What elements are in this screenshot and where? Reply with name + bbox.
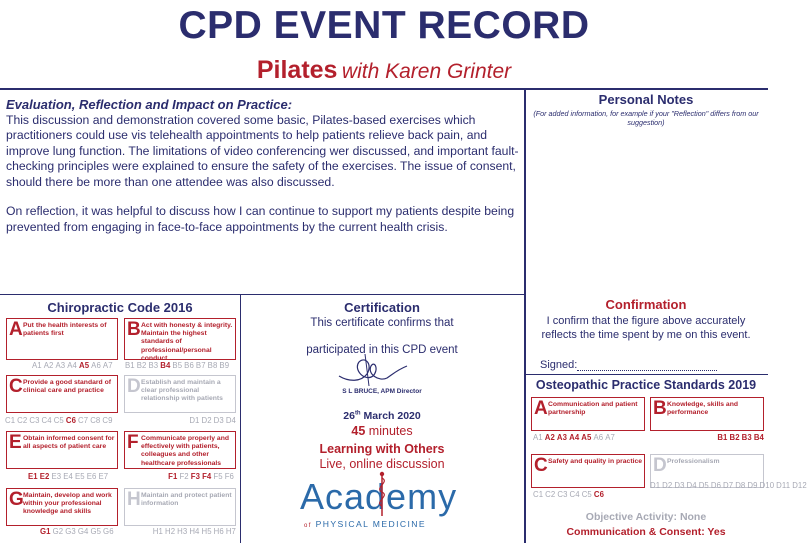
code-b4[interactable]: B4 bbox=[160, 361, 171, 370]
academy-logo: Academy of PHYSICAL MEDICINE bbox=[300, 476, 470, 538]
code-a5[interactable]: A5 bbox=[581, 433, 592, 442]
code-b5[interactable]: B5 bbox=[172, 361, 183, 370]
code-c6[interactable]: C6 bbox=[65, 416, 77, 425]
code-g6[interactable]: G6 bbox=[103, 527, 114, 536]
code-a5[interactable]: A5 bbox=[79, 361, 90, 370]
code-a1[interactable]: A1 bbox=[533, 433, 543, 442]
signed-label: Signed: bbox=[540, 359, 578, 371]
osteo-standard-description: Safety and quality in practice bbox=[548, 458, 643, 465]
evaluation-heading: Evaluation, Reflection and Impact on Practice: bbox=[6, 97, 293, 112]
certification-participated: participated in this CPD event bbox=[306, 344, 458, 356]
director-name: S L BRUCE, APM Director bbox=[342, 388, 422, 395]
personal-notes-title: Personal Notes bbox=[598, 92, 694, 107]
code-c4[interactable]: C4 bbox=[569, 490, 580, 499]
code-f4[interactable]: F4 bbox=[202, 472, 212, 481]
confirmation-statement: I confirm that the figure above accurately reflects the time spent by me on this event. bbox=[541, 315, 751, 341]
osteo-standard-letter: C bbox=[534, 455, 548, 476]
chiro-code-description: Establish and maintain a clear professional relationship with patients bbox=[141, 379, 223, 403]
code-h3[interactable]: H3 bbox=[177, 527, 188, 536]
osteo-standard-letter: D bbox=[653, 455, 667, 476]
confirmation-title: Confirmation bbox=[605, 297, 687, 312]
chiro-code-box-g bbox=[6, 488, 118, 526]
director-signature bbox=[335, 352, 415, 388]
code-e5[interactable]: E5 bbox=[75, 472, 85, 481]
evaluation-section bbox=[6, 97, 522, 235]
code-d8[interactable]: D8 bbox=[735, 481, 746, 490]
code-b9[interactable]: B9 bbox=[219, 361, 230, 370]
code-h5[interactable]: H5 bbox=[201, 527, 212, 536]
certification-title: Certification bbox=[344, 300, 420, 315]
code-a2[interactable]: A2 bbox=[43, 361, 54, 370]
chiro-code-box-h bbox=[124, 488, 236, 526]
code-e4[interactable]: E4 bbox=[63, 472, 73, 481]
chiro-code-box-d bbox=[124, 375, 236, 413]
code-d2[interactable]: D2 bbox=[662, 481, 673, 490]
code-c3[interactable]: C3 bbox=[557, 490, 568, 499]
osteo-standard-letter: B bbox=[653, 398, 667, 419]
code-h4[interactable]: H4 bbox=[189, 527, 200, 536]
chiro-code-codes-h bbox=[151, 527, 236, 536]
code-d3[interactable]: D3 bbox=[674, 481, 685, 490]
code-a4[interactable]: A4 bbox=[569, 433, 580, 442]
osteo-standard-description: Knowledge, skills and performance bbox=[667, 401, 739, 417]
code-c4[interactable]: C4 bbox=[41, 416, 52, 425]
header-divider bbox=[0, 88, 768, 90]
code-c9[interactable]: C9 bbox=[102, 416, 113, 425]
code-a6[interactable]: A6 bbox=[91, 361, 101, 370]
chiro-code-codes-e bbox=[26, 472, 108, 481]
code-b2[interactable]: B2 bbox=[729, 433, 740, 442]
chiro-code-description: Obtain informed consent for all aspects of patient care bbox=[23, 435, 115, 451]
code-c1[interactable]: C1 bbox=[533, 490, 544, 499]
osteo-standard-codes-a bbox=[531, 433, 615, 442]
code-h6[interactable]: H6 bbox=[213, 527, 224, 536]
chiro-code-letter: C bbox=[9, 376, 23, 397]
communication-consent: Communication & Consent: Yes bbox=[566, 526, 726, 538]
learning-type: Learning with Others bbox=[319, 442, 445, 456]
osteo-standard-codes-b bbox=[715, 433, 764, 442]
osteo-standard-box-c bbox=[531, 454, 645, 488]
chiro-code-letter: F bbox=[127, 432, 139, 453]
event-date: 26th March 2020 bbox=[343, 410, 421, 422]
chiro-code-box-b bbox=[124, 318, 236, 360]
chiro-code-codes-d bbox=[187, 416, 236, 425]
chiro-code-box-e bbox=[6, 431, 118, 469]
code-d6[interactable]: D6 bbox=[710, 481, 722, 490]
personal-notes-hint: (For added information, for example if your "Reflection" differs from our suggestion) bbox=[533, 109, 759, 127]
chiro-code-codes-b bbox=[123, 361, 229, 370]
reflection-paragraph: On reflection, it was helpful to discuss how I can continue to support my patients despite being prevented from engaging in face-to-face appointments by the current health crisis. bbox=[6, 204, 515, 234]
signature-field[interactable] bbox=[577, 370, 717, 371]
chiro-code-letter: G bbox=[9, 489, 24, 510]
chiro-code-box-c bbox=[6, 375, 118, 413]
code-a7[interactable]: A7 bbox=[102, 361, 113, 370]
code-h1[interactable]: H1 bbox=[152, 527, 163, 536]
confirmation-section bbox=[528, 297, 764, 342]
code-a7[interactable]: A7 bbox=[605, 433, 615, 442]
code-c3[interactable]: C3 bbox=[29, 416, 40, 425]
code-c5[interactable]: C5 bbox=[581, 490, 592, 499]
chiro-code-description: Maintain, develop and work within your professional knowledge and skills bbox=[23, 492, 112, 516]
code-f1[interactable]: F1 bbox=[168, 472, 178, 481]
code-d10[interactable]: D10 bbox=[759, 481, 775, 490]
chiro-code-description: Communicate properly and effectively with patients, colleagues and other healthcare professionals bbox=[141, 435, 229, 467]
code-g3[interactable]: G3 bbox=[65, 527, 76, 536]
osteo-standard-codes-d bbox=[648, 480, 807, 491]
chiro-code-codes-g bbox=[38, 527, 114, 536]
certification-section bbox=[240, 300, 524, 543]
code-b3[interactable]: B3 bbox=[148, 361, 159, 370]
code-c5[interactable]: C5 bbox=[53, 416, 64, 425]
code-d1[interactable]: D1 bbox=[650, 481, 661, 490]
objective-activity: Objective Activity: None bbox=[585, 511, 707, 523]
code-c7[interactable]: C7 bbox=[78, 416, 89, 425]
chiro-code-letter: E bbox=[9, 432, 22, 453]
code-b7[interactable]: B7 bbox=[195, 361, 206, 370]
mid-divider bbox=[0, 294, 524, 295]
chiro-code-description: Maintain and protect patient information bbox=[141, 492, 232, 508]
osteo-standard-codes-c bbox=[531, 490, 604, 499]
code-d4[interactable]: D4 bbox=[225, 416, 236, 425]
code-e1[interactable]: E1 bbox=[28, 472, 38, 481]
code-d4[interactable]: D4 bbox=[686, 481, 697, 490]
code-g5[interactable]: G5 bbox=[90, 527, 102, 536]
code-f5[interactable]: F5 bbox=[213, 472, 223, 481]
event-topic: Pilates bbox=[256, 56, 338, 84]
code-e6[interactable]: E6 bbox=[86, 472, 97, 481]
code-g2[interactable]: G2 bbox=[52, 527, 64, 536]
code-c1[interactable]: C1 bbox=[5, 416, 16, 425]
chiro-code-description: Put the health interests of patients first bbox=[23, 322, 107, 338]
page-title: CPD EVENT RECORD bbox=[178, 4, 590, 47]
osteo-standard-description: Professionalism bbox=[667, 458, 720, 465]
code-c2[interactable]: C2 bbox=[17, 416, 28, 425]
caduceus-icon bbox=[372, 470, 392, 518]
code-c8[interactable]: C8 bbox=[90, 416, 101, 425]
code-a3[interactable]: A3 bbox=[556, 433, 568, 442]
chiro-code-letter: D bbox=[127, 376, 141, 397]
code-d2[interactable]: D2 bbox=[201, 416, 212, 425]
event-duration: 45 minutes bbox=[351, 424, 413, 438]
certification-statement: This certificate confirms that bbox=[310, 317, 454, 329]
code-d5[interactable]: D5 bbox=[698, 481, 709, 490]
code-b3[interactable]: B3 bbox=[741, 433, 752, 442]
personal-notes[interactable] bbox=[528, 92, 764, 127]
chiro-code-letter: A bbox=[9, 319, 23, 340]
chiro-code-box-a bbox=[6, 318, 118, 360]
confirm-divider bbox=[526, 374, 768, 375]
osteo-standard-letter: A bbox=[534, 398, 548, 419]
event-subtitle bbox=[0, 56, 768, 85]
code-b1[interactable]: B1 bbox=[125, 361, 135, 370]
code-b1[interactable]: B1 bbox=[717, 433, 728, 442]
code-h2[interactable]: H2 bbox=[164, 527, 176, 536]
event-presenter: with Karen Grinter bbox=[341, 60, 512, 83]
osteo-standard-box-a bbox=[531, 397, 645, 431]
code-b8[interactable]: B8 bbox=[207, 361, 218, 370]
chiro-code-codes-c bbox=[3, 416, 113, 425]
code-b4[interactable]: B4 bbox=[753, 433, 764, 442]
osteopathic-standards-title: Osteopathic Practice Standards 2019 bbox=[535, 378, 757, 392]
code-g4[interactable]: G4 bbox=[77, 527, 89, 536]
code-a6[interactable]: A6 bbox=[593, 433, 604, 442]
code-d7[interactable]: D7 bbox=[723, 481, 734, 490]
code-f3[interactable]: F3 bbox=[190, 472, 201, 481]
code-b6[interactable]: B6 bbox=[184, 361, 194, 370]
chiro-code-letter: H bbox=[127, 489, 141, 510]
chiro-code-description: Act with honesty & integrity. Maintain the highest standards of professional/personal conduct bbox=[141, 322, 233, 362]
code-c2[interactable]: C2 bbox=[545, 490, 556, 499]
chiro-code-codes-f bbox=[166, 472, 234, 481]
notes-divider bbox=[524, 88, 526, 543]
code-d12[interactable]: D12 bbox=[792, 481, 807, 490]
chiro-code-letter: B bbox=[127, 319, 141, 340]
code-d9[interactable]: D9 bbox=[747, 481, 758, 490]
code-b2[interactable]: B2 bbox=[136, 361, 147, 370]
code-a1[interactable]: A1 bbox=[32, 361, 42, 370]
code-c6[interactable]: C6 bbox=[593, 490, 605, 499]
code-a4[interactable]: A4 bbox=[67, 361, 77, 370]
learning-mode: Live, online discussion bbox=[319, 457, 445, 471]
chiro-code-description: Provide a good standard of clinical care and practice bbox=[23, 379, 111, 395]
osteo-standard-box-b bbox=[650, 397, 764, 431]
code-h7[interactable]: H7 bbox=[225, 527, 236, 536]
code-e7[interactable]: E7 bbox=[98, 472, 109, 481]
code-d11[interactable]: D11 bbox=[776, 481, 791, 490]
code-a2[interactable]: A2 bbox=[544, 433, 555, 442]
evaluation-paragraph: This discussion and demonstration covered some basic, Pilates-based exercises which practitioners could use vis telehealth appointments to help patients relieve back pain, and improve lung function. The limitations of video conferencing wer discussed, and important fault-checking principles were explained to ensure the safety of the exercises. The issue of consent, should there be more than one attendee was also discussed. bbox=[6, 112, 519, 189]
code-g1[interactable]: G1 bbox=[40, 527, 51, 536]
code-e3[interactable]: E3 bbox=[51, 472, 62, 481]
osteo-standard-description: Communication and patient partnership bbox=[548, 401, 638, 417]
chiro-code-box-f bbox=[124, 431, 236, 469]
code-e2[interactable]: E2 bbox=[39, 472, 50, 481]
code-f2[interactable]: F2 bbox=[179, 472, 189, 481]
code-a3[interactable]: A3 bbox=[55, 361, 66, 370]
chiro-code-codes-a bbox=[30, 361, 113, 370]
code-d1[interactable]: D1 bbox=[189, 416, 200, 425]
code-d3[interactable]: D3 bbox=[213, 416, 224, 425]
chiropractic-code-title: Chiropractic Code 2016 bbox=[47, 300, 193, 315]
code-f6[interactable]: F6 bbox=[224, 472, 234, 481]
